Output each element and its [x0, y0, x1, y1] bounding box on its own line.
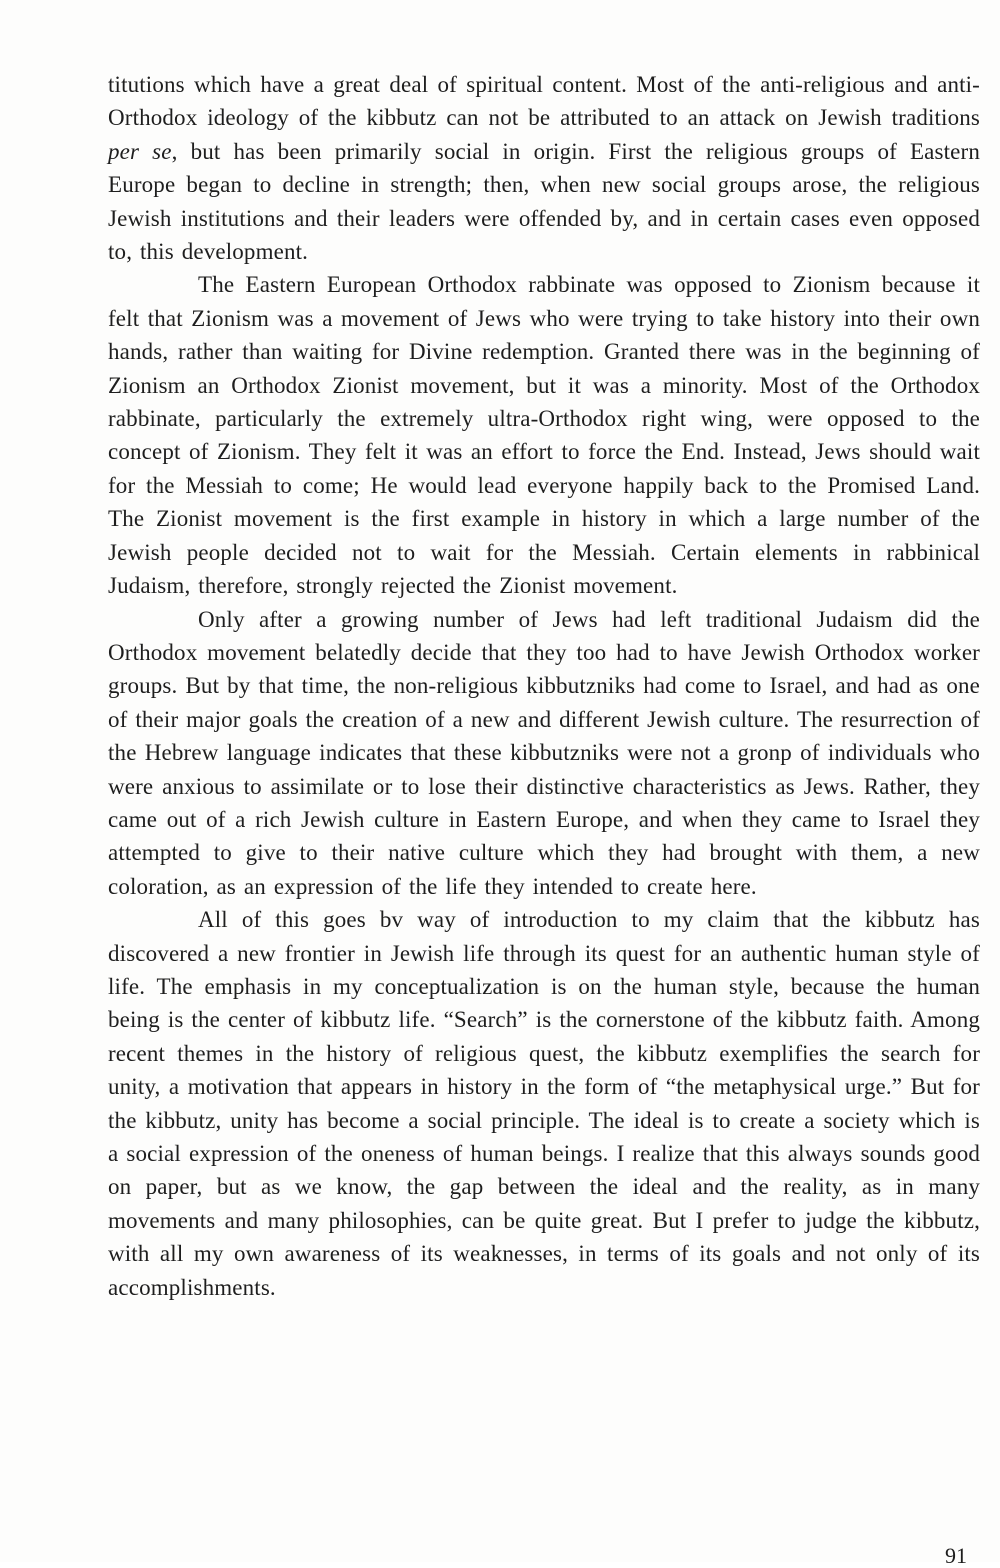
paragraph-1-text-a: titutions which have a great deal of spiritual content. Most of the anti-religious and anti-Orthodox ideology of the kibbutz can not be attributed to an attack on Jewish traditions: [108, 72, 980, 131]
paragraph-3: Only after a growing number of Jews had left traditional Judaism did the Orthodox movement belatedly decide that they too had to have Jewish Orthodox worker groups. But by that time, the non-religious kibbutzniks had come to Israel, and had as one of their major goals the creation of a new and different Jewish culture. The resurrection of the Hebrew language indicates that these kibbutzniks were not a gronp of individuals who were anxious to assimilate or to lose their distinctive characteristics as Jews. Rather, they came out of a rich Jewish culture in Eastern Europe, and when they came to Israel they attempted to give to their native culture which they had brought with them, a new coloration, as an expression of the life they intended to create here.: [108, 606, 980, 899]
paragraph-1: [108, 68, 980, 268]
paragraph-2: The Eastern European Orthodox rabbinate was opposed to Zionism because it felt that Zionism was a movement of Jews who were trying to take history into their own hands, rather than waiting for Divine redemption. Granted there was in the beginning of Zionism an Orthodox Zionist movement, but it was a minority. Most of the Orthodox rabbinate, particularly the extremely ultra-Orthodox right wing, were opposed to the concept of Zionism. They felt it was an effort to force the End. Instead, Jews should wait for the Messiah to come; He would lead everyone happily back to the Promised Land. The Zionist movement is the first example in history in which a large number of the Jewish people decided not to wait for the Messiah. Certain elements in rabbinical Judaism, therefore, strongly rejected the Zionist movement.: [108, 272, 980, 599]
body-text: [108, 68, 980, 1304]
paragraph-1-text-b: , but has been primarily social in origin. First the religious groups of Eastern Europe began to decline in strength; then, when new social groups arose, the religious Jewish institutions and their leaders were offended by, and in certain cases even opposed to, this development.: [108, 138, 981, 265]
paragraph-4: All of this goes bv way of introduction to my claim that the kibbutz has discovered a new frontier in Jewish life through its quest for an authentic human style of life. The emphasis in my conceptualization is on the human style, because the human being is the center of kibbutz life. “Search” is the cornerstone of the kibbutz faith. Among recent themes in the history of religious quest, the kibbutz exemplifies the search for unity, a motivation that appears in history in the form of “the metaphysical urge.” But for the kibbutz, unity has become a social principle. The ideal is to create a society which is a social expression of the oneness of human beings. I realize that this always sounds good on paper, but as we know, the gap between the ideal and the reality, as in many movements and many philosophies, can be quite great. But I prefer to judge the kibbutz, with all my own awareness of its weaknesses, in terms of its goals and not only of its accomplishments.: [108, 907, 980, 1300]
paragraph-1-italic-per-se: per se: [108, 138, 172, 164]
page-number: 91: [945, 1543, 967, 1568]
